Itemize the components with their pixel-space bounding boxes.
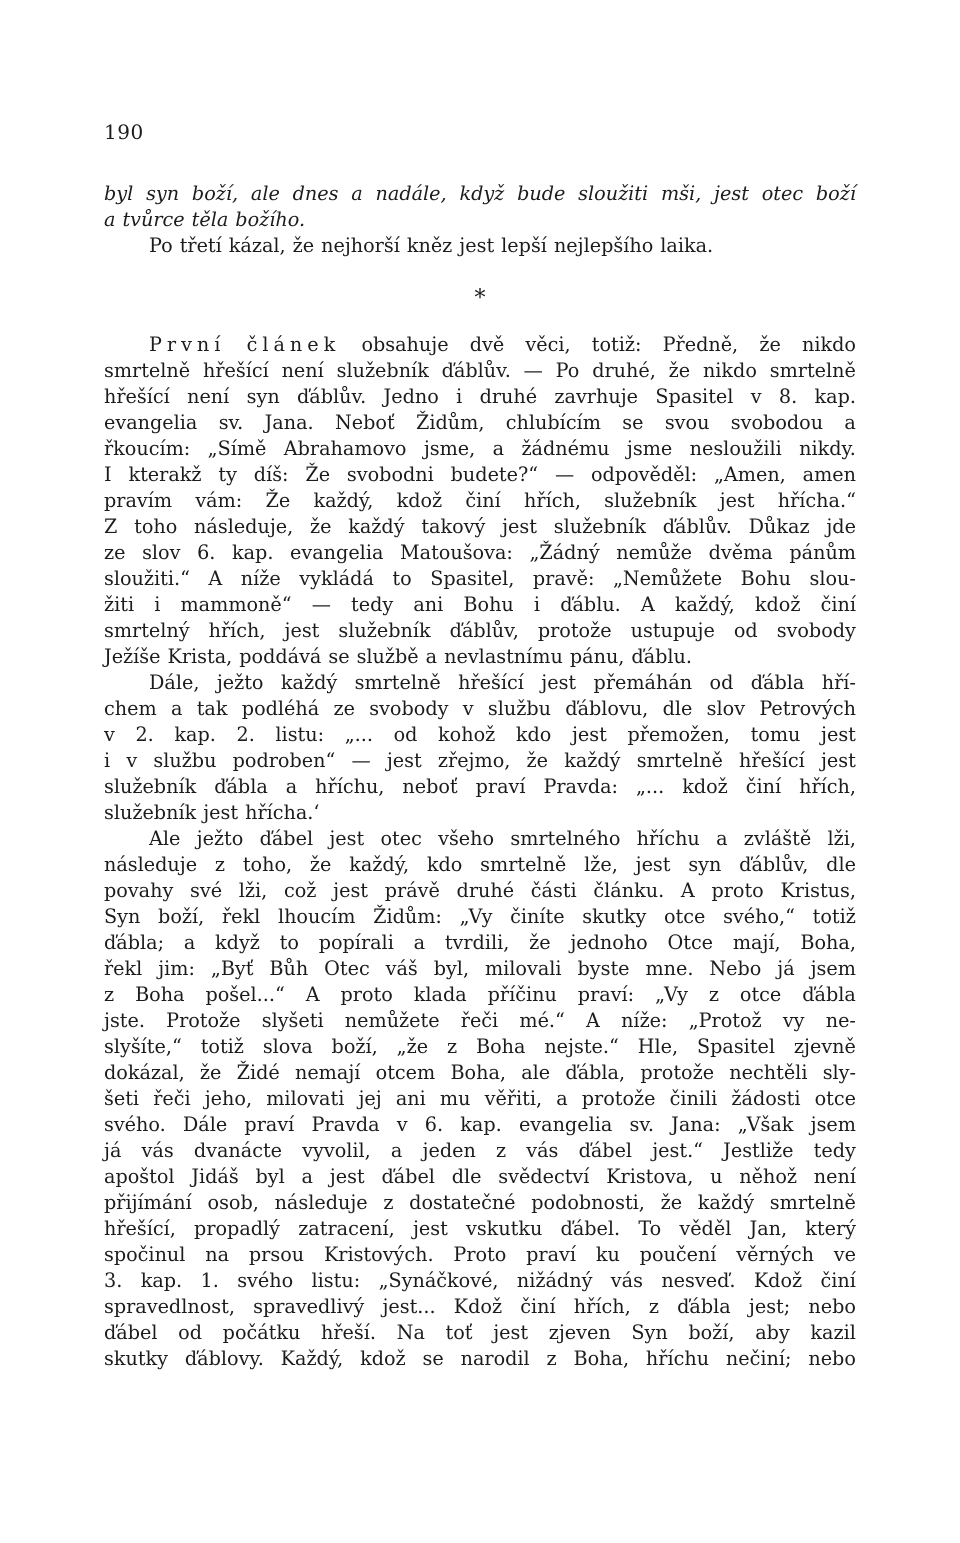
text-line: pravím vám: Že každý, kdož činí hřích, služebník jest hřícha.“	[104, 489, 856, 512]
text-line: služebník ďábla a hříchu, neboť praví Pravda: „... kdož činí hřích,	[104, 775, 856, 798]
text-line: ďábel od počátku hřeší. Na toť jest zjeven Syn boží, aby kazil	[104, 1321, 856, 1344]
text-line: dokázal, že Židé nemají otcem Boha, ale ďábla, protože nechtěli sly-	[104, 1061, 856, 1084]
page-number: 190	[104, 120, 144, 144]
text-line: ze slov 6. kap. evangelia Matoušova: „Žádný nemůže dvěma pánům	[104, 541, 856, 564]
text-line: smrtelný hřích, jest služebník ďáblův, protože ustupuje od svobody	[104, 619, 856, 642]
text-line: apoštol Jidáš byl a jest ďábel dle svědectví Kristova, u něhož není	[104, 1165, 856, 1188]
text-line: 3. kap. 1. svého listu: „Synáčkové, nižádný vás nesveď. Kdož činí	[104, 1269, 856, 1292]
text-line: služebník jest hřícha.‘	[104, 801, 320, 824]
text-line: byl syn boží, ale dnes a nadále, když bude sloužiti mši, jest otec boží	[104, 182, 856, 205]
text-line: Syn boží, řekl lhoucím Židům: „Vy činíte skutky otce svého,“ totiž	[104, 905, 856, 928]
text-line: První článek obsahuje dvě věci, totiž: Předně, že nikdo	[149, 333, 856, 356]
text-line: jste. Protože slyšeti nemůžete řeči mé.“ A níže: „Protož vy ne-	[104, 1009, 856, 1032]
paragraph-third-sermon	[104, 233, 856, 259]
paragraph-continuation	[104, 181, 856, 233]
text-line: Z toho následuje, že každý takový jest služebník ďáblův. Důkaz jde	[104, 515, 856, 538]
section-ornament: *	[474, 286, 486, 311]
text-line: řkoucím: „Símě Abrahamovo jsme, a žádnému jsme nesloužili nikdy.	[104, 437, 856, 460]
text-line: hřešící, propadlý zatracení, jest vskutku ďábel. To věděl Jan, který	[104, 1217, 856, 1240]
text-line: spočinul na prsou Kristových. Proto praví ku poučení věrných ve	[104, 1243, 856, 1266]
text-line: žiti i mammoně“ — tedy ani Bohu i ďáblu. A každý, kdož činí	[104, 593, 856, 616]
text-line: Ježíše Krista, poddává se službě a nevlastnímu pánu, ďáblu.	[104, 645, 693, 668]
section-article-one	[104, 332, 856, 1372]
text-line: následuje z toho, že každý, kdo smrtelně lže, jest syn ďáblův, dle	[104, 853, 856, 876]
text-line: přijímání osob, následuje z dostatečné podobnosti, že každý smrtelně	[104, 1191, 856, 1214]
text-line: šeti řeči jeho, milovati jej ani mu věřiti, a protože činili žádosti otce	[104, 1087, 856, 1110]
text-line: Ale ježto ďábel jest otec všeho smrtelného hříchu a zvláště lži,	[149, 827, 856, 850]
text-line: slyšíte,“ totiž slova boží, „že z Boha nejste.“ Hle, Spasitel zjevně	[104, 1035, 856, 1058]
text-line: v 2. kap. 2. listu: „... od kohož kdo jest přemožen, tomu jest	[104, 723, 856, 746]
text-line: sloužiti.“ A níže vykládá to Spasitel, pravě: „Nemůžete Bohu slou-	[104, 567, 856, 590]
text-line: z Boha pošel...“ A proto klada příčinu praví: „Vy z otce ďábla	[104, 983, 856, 1006]
text-line: I kterakž ty díš: Že svobodni budete?“ — odpověděl: „Amen, amen	[104, 463, 856, 486]
text-line: skutky ďáblovy. Každý, kdož se narodil z Boha, hříchu nečiní; nebo	[104, 1347, 856, 1370]
text-line: smrtelně hřešící není služebník ďáblův. — Po druhé, že nikdo smrtelně	[104, 359, 856, 382]
text-line: já vás dvanácte vyvolil, a jeden z vás ďábel jest.“ Jestliže tedy	[104, 1139, 856, 1162]
text-line: chem a tak podléhá ze svobody v službu ďáblovu, dle slov Petrových	[104, 697, 856, 720]
text-line: svého. Dále praví Pravda v 6. kap. evangelia sv. Jana: „Však jsem	[104, 1113, 856, 1136]
text-line: řekl jim: „Byť Bůh Otec váš byl, milovali byste mne. Nebo já jsem	[104, 957, 856, 980]
text-line: Po třetí kázal, že nejhorší kněz jest lepší nejlepšího laika.	[149, 234, 714, 257]
text-line: evangelia sv. Jana. Neboť Židům, chlubícím se svou svobodou a	[104, 411, 856, 434]
text-line: povahy své lži, což jest právě druhé části článku. A proto Kristus,	[104, 879, 856, 902]
text-line: ďábla; a když to popírali a tvrdili, že jednoho Otce mají, Boha,	[104, 931, 856, 954]
text-line: spravedlnost, spravedlivý jest... Kdož činí hřích, z ďábla jest; nebo	[104, 1295, 856, 1318]
text-line: hřešící není syn ďáblův. Jedno i druhé zavrhuje Spasitel v 8. kap.	[104, 385, 856, 408]
text-line: i v službu podroben“ — jest zřejmo, že každý smrtelně hřešící jest	[104, 749, 856, 772]
text-line: a tvůrce těla božího.	[104, 208, 306, 231]
text-line: Dále, ježto každý smrtelně hřešící jest přemáhán od ďábla hří-	[149, 671, 856, 694]
